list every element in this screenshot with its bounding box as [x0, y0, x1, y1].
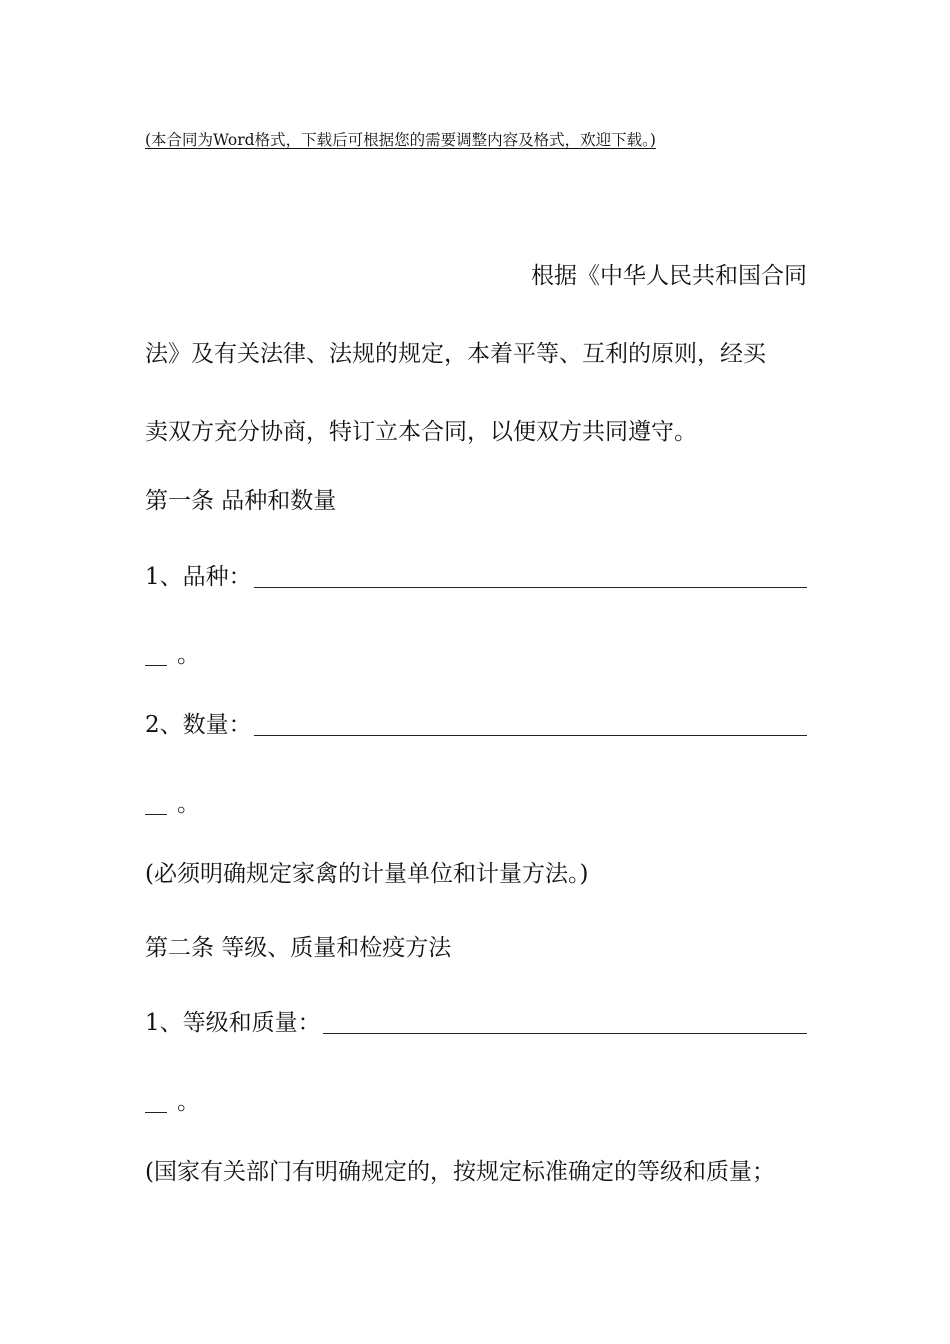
grade-quality-blank-end [145, 1090, 167, 1113]
variety-blank[interactable] [254, 565, 807, 588]
quantity-blank[interactable] [254, 713, 807, 736]
grade-quality-field-tail [145, 1087, 807, 1117]
grade-quality-blank[interactable] [323, 1011, 807, 1034]
variety-period: 。 [177, 642, 200, 668]
article-1-note: (必须明确规定家禽的计量单位和计量方法。) [145, 861, 589, 887]
quantity-label: 2、数量： [145, 712, 252, 738]
grade-quality-field [145, 1008, 807, 1038]
quantity-field [145, 710, 807, 740]
variety-label: 1、品种： [145, 564, 252, 590]
quantity-blank-end [145, 792, 167, 815]
article-2-note: (国家有关部门有明确规定的，按规定标准确定的等级和质量； [145, 1159, 775, 1185]
grade-quality-period: 。 [177, 1089, 200, 1115]
grade-quality-label: 1、等级和质量： [145, 1010, 321, 1036]
variety-field-tail [145, 640, 807, 670]
article-2-heading: 第二条 等级、质量和检疫方法 [145, 935, 452, 961]
intro-line-3: 卖双方充分协商，特订立本合同，以便双方共同遵守。 [145, 419, 697, 445]
intro-line-1: 根据《中华人民共和国合同 [531, 263, 807, 289]
intro-line-2: 法》及有关法律、法规的规定，本着平等、互利的原则，经买 [145, 341, 766, 367]
format-notice: (本合同为Word格式，下载后可根据您的需要调整内容及格式，欢迎下载。) [145, 131, 656, 149]
quantity-period: 。 [177, 791, 200, 817]
variety-field [145, 562, 807, 592]
variety-blank-end [145, 643, 167, 666]
quantity-field-tail [145, 789, 807, 819]
article-1-heading: 第一条 品种和数量 [145, 488, 337, 514]
